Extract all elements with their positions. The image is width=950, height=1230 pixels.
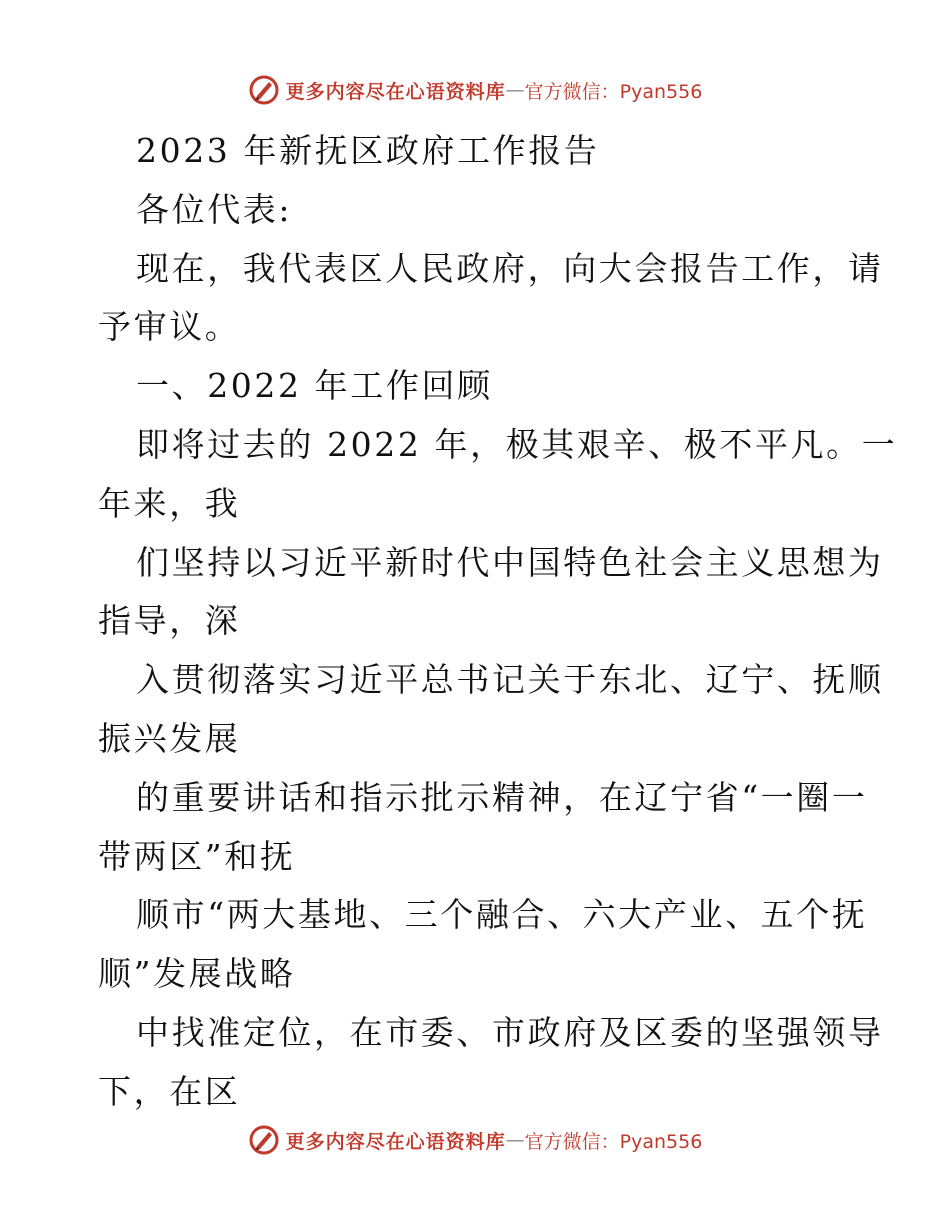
doc-line: 中找准定位，在市委、市政府及区委的坚强领导 — [136, 1012, 884, 1052]
watermark-separator: — — [505, 79, 525, 101]
brand-logo-icon — [248, 74, 280, 106]
doc-line: 们坚持以习近平新时代中国特色社会主义思想为 — [136, 542, 884, 582]
doc-line: 指导，深 — [98, 601, 241, 641]
doc-line: 即将过去的 2022 年，极其艰辛、极不平凡。一 — [136, 424, 898, 464]
doc-line: 振兴发展 — [98, 718, 241, 758]
doc-line: 入贯彻落实习近平总书记关于东北、辽宁、抚顺 — [136, 660, 884, 700]
section-heading: 一、2022 年工作回顾 — [136, 366, 493, 406]
doc-line: 带两区”和抚 — [98, 836, 296, 876]
doc-line: 各位代表: — [136, 189, 293, 229]
watermark-footer — [0, 1120, 950, 1160]
watermark-brand: 更多内容尽在心语资料库 — [285, 1130, 506, 1153]
doc-line: 顺”发展战略 — [98, 954, 296, 994]
document-body — [98, 122, 898, 1122]
doc-title: 2023 年新抚区政府工作报告 — [136, 131, 600, 170]
doc-line: 年来，我 — [98, 483, 241, 523]
watermark-header — [0, 70, 950, 110]
watermark-brand: 更多内容尽在心语资料库 — [285, 80, 506, 103]
doc-line: 予审议。 — [98, 307, 241, 347]
doc-line: 顺市“两大基地、三个融合、六大产业、五个抚 — [136, 895, 868, 935]
watermark-separator: — — [505, 1129, 525, 1151]
watermark-wechat: 官方微信：Pyan556 — [524, 1130, 703, 1153]
watermark-wechat: 官方微信：Pyan556 — [524, 80, 703, 103]
doc-line: 下，在区 — [98, 1071, 241, 1111]
brand-logo-icon — [248, 1124, 280, 1156]
doc-line: 的重要讲话和指示批示精神，在辽宁省“一圈一 — [136, 777, 868, 817]
doc-line: 现在，我代表区人民政府，向大会报告工作，请 — [136, 248, 884, 288]
